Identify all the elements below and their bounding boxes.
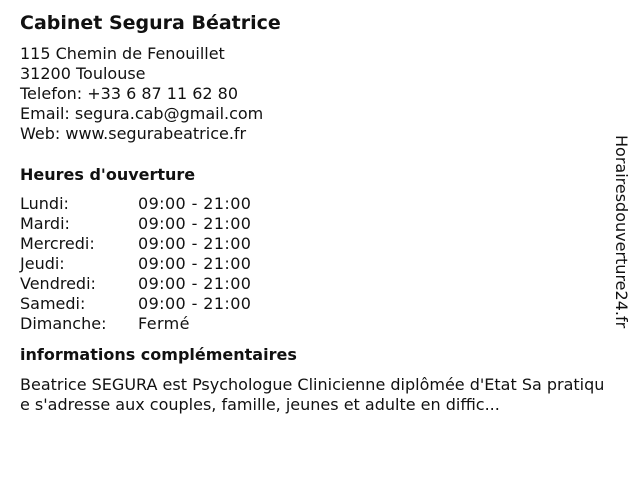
day-label: Jeudi: — [20, 254, 65, 273]
day-hours: 09:00 - 21:00 — [138, 194, 252, 213]
day-hours: 09:00 - 21:00 — [138, 214, 252, 233]
hours-row-sunday — [20, 314, 610, 334]
hours-row-friday — [20, 274, 610, 294]
site-watermark: Horairesdouverture24.fr — [612, 135, 631, 329]
address-city: 31200 Toulouse — [20, 64, 146, 83]
day-label: Vendredi: — [20, 274, 96, 293]
day-label: Samedi: — [20, 294, 86, 313]
day-hours: Fermé — [138, 314, 190, 333]
website-link[interactable]: Web: www.segurabeatrice.fr — [20, 124, 247, 143]
day-hours: 09:00 - 21:00 — [138, 234, 252, 253]
day-hours: 09:00 - 21:00 — [138, 294, 252, 313]
additional-info-heading: informations complémentaires — [20, 345, 297, 364]
hours-row-saturday — [20, 294, 610, 314]
day-label: Dimanche: — [20, 314, 107, 333]
opening-hours-heading: Heures d'ouverture — [20, 165, 196, 184]
contact-block — [20, 44, 610, 144]
day-hours: 09:00 - 21:00 — [138, 254, 252, 273]
day-hours: 09:00 - 21:00 — [138, 274, 252, 293]
business-name: Cabinet Segura Béatrice — [20, 12, 281, 34]
opening-hours-list — [20, 194, 610, 334]
business-description: Beatrice SEGURA est Psychologue Clinicienne diplômée d'Etat Sa pratique s'adresse aux couples, famille, jeunes et adulte en diffic... — [20, 375, 605, 414]
day-label: Lundi: — [20, 194, 69, 213]
hours-row-thursday — [20, 254, 610, 274]
day-label: Mercredi: — [20, 234, 95, 253]
phone-number[interactable]: Telefon: +33 6 87 11 62 80 — [20, 84, 239, 103]
hours-row-monday — [20, 194, 610, 214]
hours-row-wednesday — [20, 234, 610, 254]
email-address[interactable]: Email: segura.cab@gmail.com — [20, 104, 264, 123]
business-card — [20, 10, 610, 415]
address-street: 115 Chemin de Fenouillet — [20, 44, 225, 63]
hours-row-tuesday — [20, 214, 610, 234]
day-label: Mardi: — [20, 214, 70, 233]
